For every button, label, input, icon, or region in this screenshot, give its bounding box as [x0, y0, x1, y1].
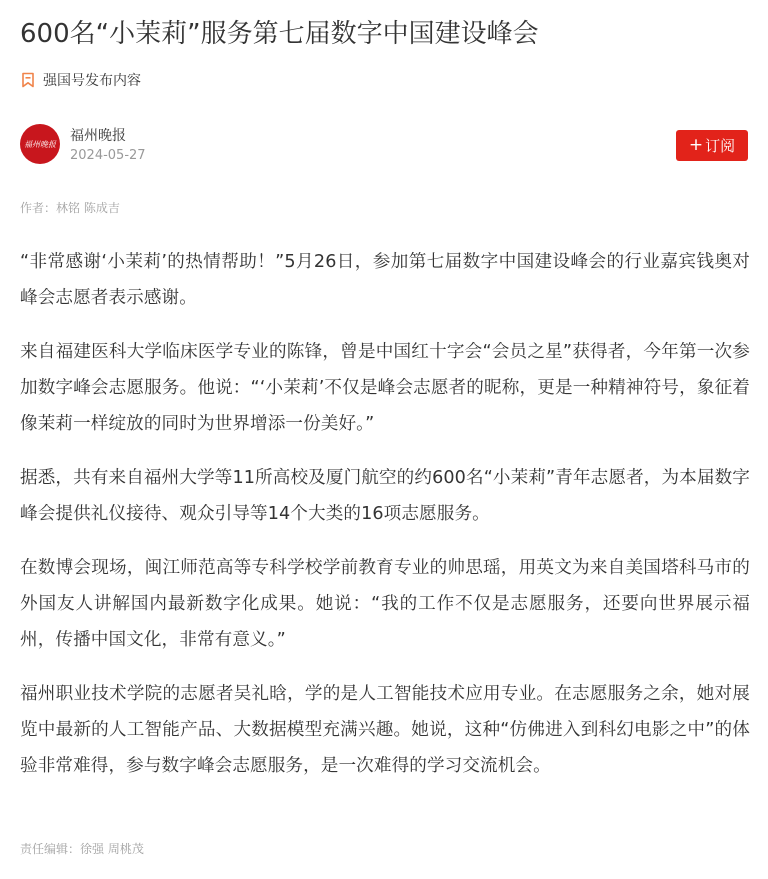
paragraph: “非常感谢‘小茉莉’的热情帮助！”5月26日，参加第七届数字中国建设峰会的行业嘉宾钱奥对峰会志愿者表示感谢。 — [20, 252, 750, 308]
plus-icon: + — [688, 135, 704, 155]
source-label: 强国号发布内容 — [43, 73, 141, 89]
paragraph: 据悉，共有来自福州大学等11所高校及厦门航空的约600名“小茉莉”青年志愿者，为本届数字峰会提供礼仪接待、观众引导等14个大类的16项志愿服务。 — [20, 468, 750, 524]
avatar[interactable] — [20, 124, 60, 164]
article-title: 600名“小茉莉”服务第七届数字中国建设峰会 — [20, 19, 539, 49]
author-name[interactable]: 福州晚报 — [70, 128, 126, 144]
byline: 作者：林铭 陈成吉 — [20, 201, 120, 215]
article-body — [20, 244, 750, 802]
subscribe-button[interactable] — [676, 130, 748, 161]
paragraph: 福州职业技术学院的志愿者吴礼晗，学的是人工智能技术应用专业。在志愿服务之余，她对展览中最新的人工智能产品、大数据模型充满兴趣。她说，这种“仿佛进入到科幻电影之中”的体验非常难得，参与数字峰会志愿服务，是一次难得的学习交流机会。 — [20, 684, 750, 776]
author-row — [20, 124, 748, 168]
source-line — [20, 68, 141, 92]
publish-date: 2024-05-27 — [70, 148, 146, 163]
responsible-editor: 责任编辑：徐强 周桃茂 — [20, 842, 144, 856]
subscribe-label: 订阅 — [705, 137, 736, 155]
paragraph: 在数博会现场，闽江师范高等专科学校学前教育专业的帅思瑶，用英文为来自美国塔科马市的外国友人讲解国内最新数字化成果。她说：“我的工作不仅是志愿服务，还要向世界展示福州，传播中国文化，非常有意义。” — [20, 558, 750, 650]
paragraph: 来自福建医科大学临床医学专业的陈锋，曾是中国红十字会“会员之星”获得者，今年第一次参加数字峰会志愿服务。他说：“‘小茉莉’不仅是峰会志愿者的昵称，更是一种精神符号，象征着像茉莉一样绽放的同时为世界增添一份美好。” — [20, 342, 750, 434]
avatar-logo-text: 福州晚报 — [24, 139, 56, 149]
bookmark-icon — [20, 72, 36, 88]
